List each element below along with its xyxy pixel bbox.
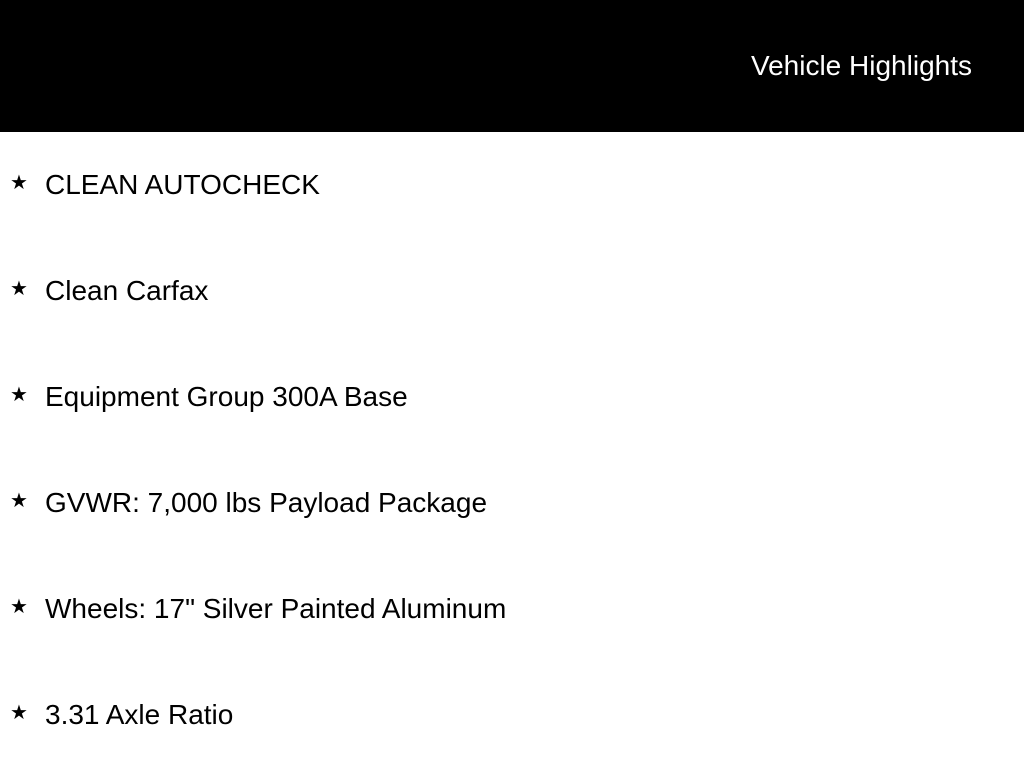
list-item xyxy=(0,380,1024,414)
list-item xyxy=(0,698,1024,732)
highlight-label: 3.31 Axle Ratio xyxy=(45,699,234,730)
list-item xyxy=(0,592,1024,626)
list-item xyxy=(0,486,1024,520)
list-item xyxy=(0,168,1024,202)
star-icon: ★ xyxy=(10,488,28,512)
highlight-label: GVWR: 7,000 lbs Payload Package xyxy=(45,487,488,518)
star-icon: ★ xyxy=(10,276,28,300)
star-icon: ★ xyxy=(10,700,28,724)
highlight-label: Wheels: 17" Silver Painted Aluminum xyxy=(45,593,507,624)
star-icon: ★ xyxy=(10,594,28,618)
page-title: Vehicle Highlights xyxy=(750,50,972,81)
highlight-label: CLEAN AUTOCHECK xyxy=(45,169,320,200)
star-icon: ★ xyxy=(10,382,28,406)
list-item xyxy=(0,274,1024,308)
highlight-label: Equipment Group 300A Base xyxy=(45,381,408,412)
star-icon: ★ xyxy=(10,170,28,194)
highlight-label: Clean Carfax xyxy=(45,275,209,306)
page-header xyxy=(0,0,1024,132)
